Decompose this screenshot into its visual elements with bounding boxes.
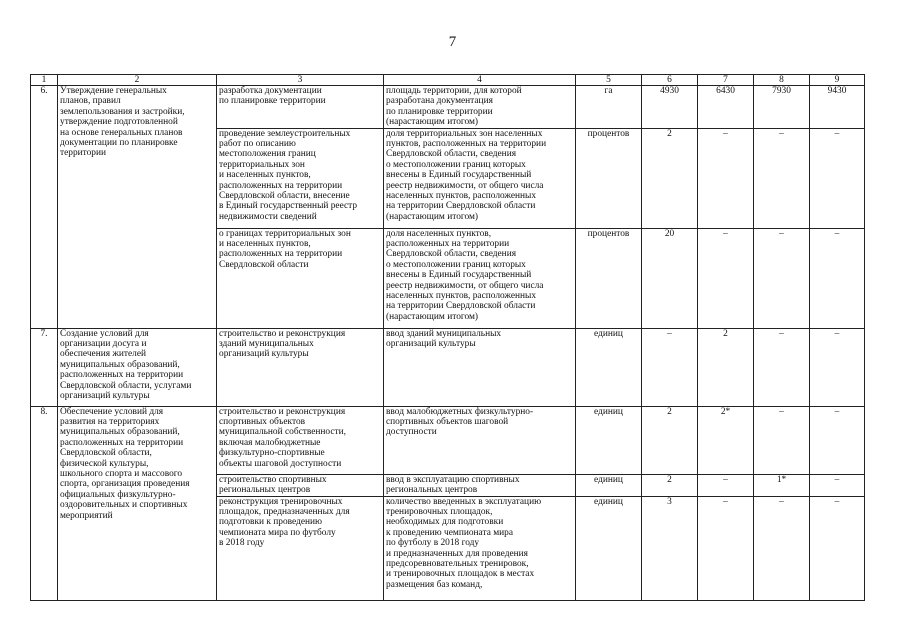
- unit-cell: единиц: [576, 406, 642, 474]
- value-2018: 2*: [698, 406, 754, 474]
- value-2017: 2: [642, 128, 698, 228]
- header-cell: 8: [754, 75, 810, 86]
- row-number: 8.: [31, 406, 58, 600]
- header-cell: 3: [217, 75, 384, 86]
- event-cell: проведение землеустроительных работ по описанию местоположения границ территориальных зон и населенных пунктов, расположенных на территории Свердловской области, внесение в Единый государственный реестр недвижимости сведений: [217, 128, 384, 228]
- task-cell: Обеспечение условий для развития на территориях муниципальных образований, расположенных на территории Свердловской области, физической культуры, школьного спорта и массового спорта, организация проведения официальных физкультурно- оздоровительных и спортивных мероприятий: [58, 406, 217, 600]
- table-row: [31, 86, 865, 129]
- value-2019: 7930: [754, 86, 810, 129]
- row-number: 6.: [31, 86, 58, 329]
- value-2019: –: [754, 228, 810, 328]
- value-2018: –: [698, 474, 754, 496]
- value-2018: –: [698, 496, 754, 600]
- event-cell: строительство и реконструкция зданий муниципальных организаций культуры: [217, 328, 384, 406]
- value-2017: –: [642, 328, 698, 406]
- table-row: [31, 328, 865, 406]
- value-2020: –: [810, 228, 865, 328]
- event-cell: реконструкция тренировочных площадок, предназначенных для подготовки к проведению чемпионата мира по футболу в 2018 году: [217, 496, 384, 600]
- value-2019: –: [754, 328, 810, 406]
- unit-cell: единиц: [576, 496, 642, 600]
- header-cell: 6: [642, 75, 698, 86]
- indicator-cell: ввод в эксплуатацию спортивных региональных центров: [384, 474, 576, 496]
- value-2018: 6430: [698, 86, 754, 129]
- indicator-cell: доля территориальных зон населенных пунктов, расположенных на территории Свердловской области, сведения о местоположении границ которых внесены в Единый государственный реестр недвижимости, от общего числа населенных пунктов, расположенных на территории Свердловской области (нарастающим итогом): [384, 128, 576, 228]
- header-cell: 9: [810, 75, 865, 86]
- value-2019: –: [754, 128, 810, 228]
- unit-cell: единиц: [576, 328, 642, 406]
- value-2018: 2: [698, 328, 754, 406]
- header-row: [31, 75, 865, 86]
- value-2020: –: [810, 406, 865, 474]
- event-cell: о границах территориальных зон и населенных пунктов, расположенных на территории Свердловской области: [217, 228, 384, 328]
- indicators-table: [30, 74, 865, 601]
- indicator-cell: доля населенных пунктов, расположенных на территории Свердловской области, сведения о местоположении границ которых внесены в Единый государственный реестр недвижимости, от общего числа населенных пунктов, расположенных на территории Свердловской области (нарастающим итогом): [384, 228, 576, 328]
- task-cell: Утверждение генеральных планов, правил землепользования и застройки, утверждение подготовленной на основе генеральных планов документации по планировке территории: [58, 86, 217, 329]
- header-cell: 4: [384, 75, 576, 86]
- value-2017: 2: [642, 474, 698, 496]
- indicator-cell: ввод зданий муниципальных организаций культуры: [384, 328, 576, 406]
- value-2018: –: [698, 228, 754, 328]
- event-cell: строительство и реконструкция спортивных объектов муниципальной собственности, включая малобюджетные физкультурно-спортивные объекты шаговой доступности: [217, 406, 384, 474]
- header-cell: 2: [58, 75, 217, 86]
- row-number: 7.: [31, 328, 58, 406]
- header-cell: 5: [576, 75, 642, 86]
- value-2017: 2: [642, 406, 698, 474]
- task-cell: Создание условий для организации досуга и обеспечения жителей муниципальных образований, расположенных на территории Свердловской области, услугами организаций культуры: [58, 328, 217, 406]
- value-2017: 20: [642, 228, 698, 328]
- unit-cell: процентов: [576, 128, 642, 228]
- indicator-cell: количество введенных в эксплуатацию тренировочных площадок, необходимых для подготовки к проведению чемпионата мира по футболу в 2018 году и предназначенных для проведения предсоревновательных тренировок, и тренировочных площадок в местах размещения баз команд,: [384, 496, 576, 600]
- value-2020: 9430: [810, 86, 865, 129]
- value-2020: –: [810, 496, 865, 600]
- value-2019: –: [754, 496, 810, 600]
- value-2019: 1*: [754, 474, 810, 496]
- header-cell: 7: [698, 75, 754, 86]
- header-cell: 1: [31, 75, 58, 86]
- indicator-cell: площадь территории, для которой разработана документация по планировке территории (нарастающим итогом): [384, 86, 576, 129]
- unit-cell: единиц: [576, 474, 642, 496]
- value-2020: –: [810, 128, 865, 228]
- unit-cell: процентов: [576, 228, 642, 328]
- value-2017: 3: [642, 496, 698, 600]
- value-2017: 4930: [642, 86, 698, 129]
- value-2020: –: [810, 474, 865, 496]
- value-2020: –: [810, 328, 865, 406]
- event-cell: строительство спортивных региональных центров: [217, 474, 384, 496]
- value-2019: –: [754, 406, 810, 474]
- unit-cell: га: [576, 86, 642, 129]
- indicator-cell: ввод малобюджетных физкультурно- спортивных объектов шаговой доступности: [384, 406, 576, 474]
- table-row: [31, 406, 865, 474]
- value-2018: –: [698, 128, 754, 228]
- event-cell: разработка документации по планировке территории: [217, 86, 384, 129]
- page-number: 7: [448, 34, 457, 50]
